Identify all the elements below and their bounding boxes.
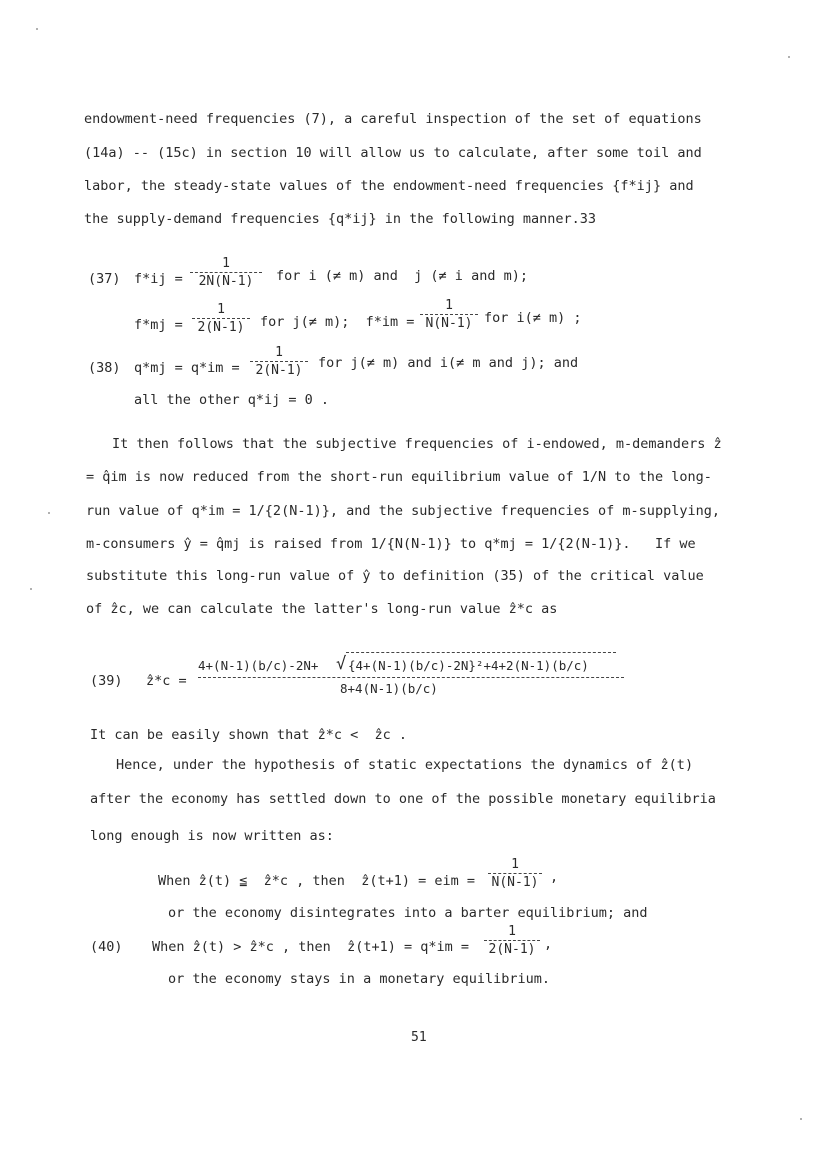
fraction-denominator: 2(N-1) [488, 942, 536, 957]
eq40-case2-note: or the economy stays in a monetary equilibrium. [168, 971, 551, 987]
eq37-condition3: for i(≠ m) ; [484, 310, 582, 326]
scan-speck [30, 588, 32, 590]
eq37-condition1: for i (≠ m) and j (≠ i and m); [276, 268, 528, 284]
para1-line4: the supply-demand frequencies {q*ij} in the following manner.33 [84, 211, 597, 227]
eq38-lhs: q*mj = q*im = [134, 360, 240, 376]
fraction-denominator: 2(N-1) [255, 363, 303, 378]
fraction-numerator: 1 [445, 298, 453, 313]
eq40-fraction2 [484, 924, 540, 957]
eq38-condition: for j(≠ m) and i(≠ m and j); and [318, 355, 579, 371]
eq39-label: (39) [90, 673, 123, 689]
eq38-line2: all the other q*ij = 0 . [134, 392, 330, 408]
eq38-fraction [250, 345, 308, 378]
sqrt-icon: √ [336, 654, 347, 674]
eq40-fraction1 [488, 857, 542, 890]
eq40-case1-tail: , [550, 869, 559, 885]
scan-speck [788, 56, 790, 58]
eq40-case2-tail: , [544, 936, 553, 952]
scan-speck [36, 28, 38, 30]
eq39-numerator-left: 4+(N-1)(b/c)-2N+ [198, 658, 319, 673]
eq38-label: (38) [88, 360, 121, 376]
para1-line1: endowment-need frequencies (7), a careful inspection of the set of equations [84, 111, 702, 127]
page-number: 51 [411, 1030, 427, 1045]
fraction-numerator: 1 [217, 302, 225, 317]
fraction-bar [420, 314, 478, 315]
eq40-case2: When ẑ(t) > ẑ*c , then ẑ(t+1) = q*im = [152, 939, 469, 955]
eq37-lhs1: f*ij = [134, 271, 183, 287]
eq39-lhs: ẑ*c = [146, 673, 187, 689]
eq37-lhs2: f*mj = [134, 317, 183, 333]
para4-line1: Hence, under the hypothesis of static expectations the dynamics of ẑ(t) [116, 757, 694, 773]
eq39-numerator-sqrt: {4+(N-1)(b/c)-2N}²+4+2(N-1)(b/c) [348, 658, 589, 673]
para2-line2: = q̂im is now reduced from the short-run equilibrium value of 1/N to the long- [86, 469, 712, 485]
fraction-denominator: 2(N-1) [197, 320, 245, 335]
fraction-denominator: 2N(N-1) [198, 274, 254, 289]
sqrt-overbar [346, 652, 616, 653]
eq37-label: (37) [88, 271, 121, 287]
para1-line3: labor, the steady-state values of the endowment-need frequencies {f*ij} and [84, 178, 694, 194]
fraction-numerator: 1 [275, 345, 283, 360]
eq37-condition2: for j(≠ m); f*im = [260, 314, 415, 330]
para1-line2: (14a) -- (15c) in section 10 will allow us to calculate, after some toil and [84, 145, 702, 161]
eq37-fraction3 [420, 298, 478, 331]
scan-speck [800, 1118, 802, 1120]
eq39-fraction-bar [198, 677, 624, 678]
eq40-case1-note: or the economy disintegrates into a barter equilibrium; and [168, 905, 648, 921]
fraction-bar [488, 873, 542, 874]
eq40-label: (40) [90, 939, 123, 955]
para3-line1: It can be easily shown that ẑ*c < ẑc . [90, 727, 407, 743]
eq39-denominator: 8+4(N-1)(b/c) [340, 681, 438, 696]
eq37-fraction2 [192, 302, 250, 335]
para2-line5: substitute this long-run value of ŷ to definition (35) of the critical value [86, 568, 704, 584]
para2-line6: of ẑc, we can calculate the latter's long-run value ẑ*c as [86, 601, 558, 617]
fraction-numerator: 1 [222, 256, 230, 271]
fraction-numerator: 1 [508, 924, 516, 939]
fraction-denominator: N(N-1) [425, 316, 473, 331]
para2-line4: m-consumers ŷ = q̂mj is raised from 1/{N(N-1)} to q*mj = 1/{2(N-1)}. If we [86, 536, 696, 552]
fraction-bar [190, 272, 262, 273]
fraction-bar [192, 318, 250, 319]
fraction-denominator: N(N-1) [491, 875, 539, 890]
fraction-numerator: 1 [511, 857, 519, 872]
fraction-bar [484, 940, 540, 941]
para4-line2: after the economy has settled down to one of the possible monetary equilibria [90, 791, 716, 807]
para2-line1: It then follows that the subjective frequencies of i-endowed, m-demanders ẑ [112, 436, 722, 452]
eq40-case1: When ẑ(t) ≦ ẑ*c , then ẑ(t+1) = eim = [158, 873, 475, 889]
eq37-fraction1 [190, 256, 262, 289]
fraction-bar [250, 361, 308, 362]
para4-line3: long enough is now written as: [90, 828, 334, 844]
scan-speck [48, 512, 50, 514]
para2-line3: run value of q*im = 1/{2(N-1)}, and the subjective frequencies of m-supplying, [86, 503, 720, 519]
